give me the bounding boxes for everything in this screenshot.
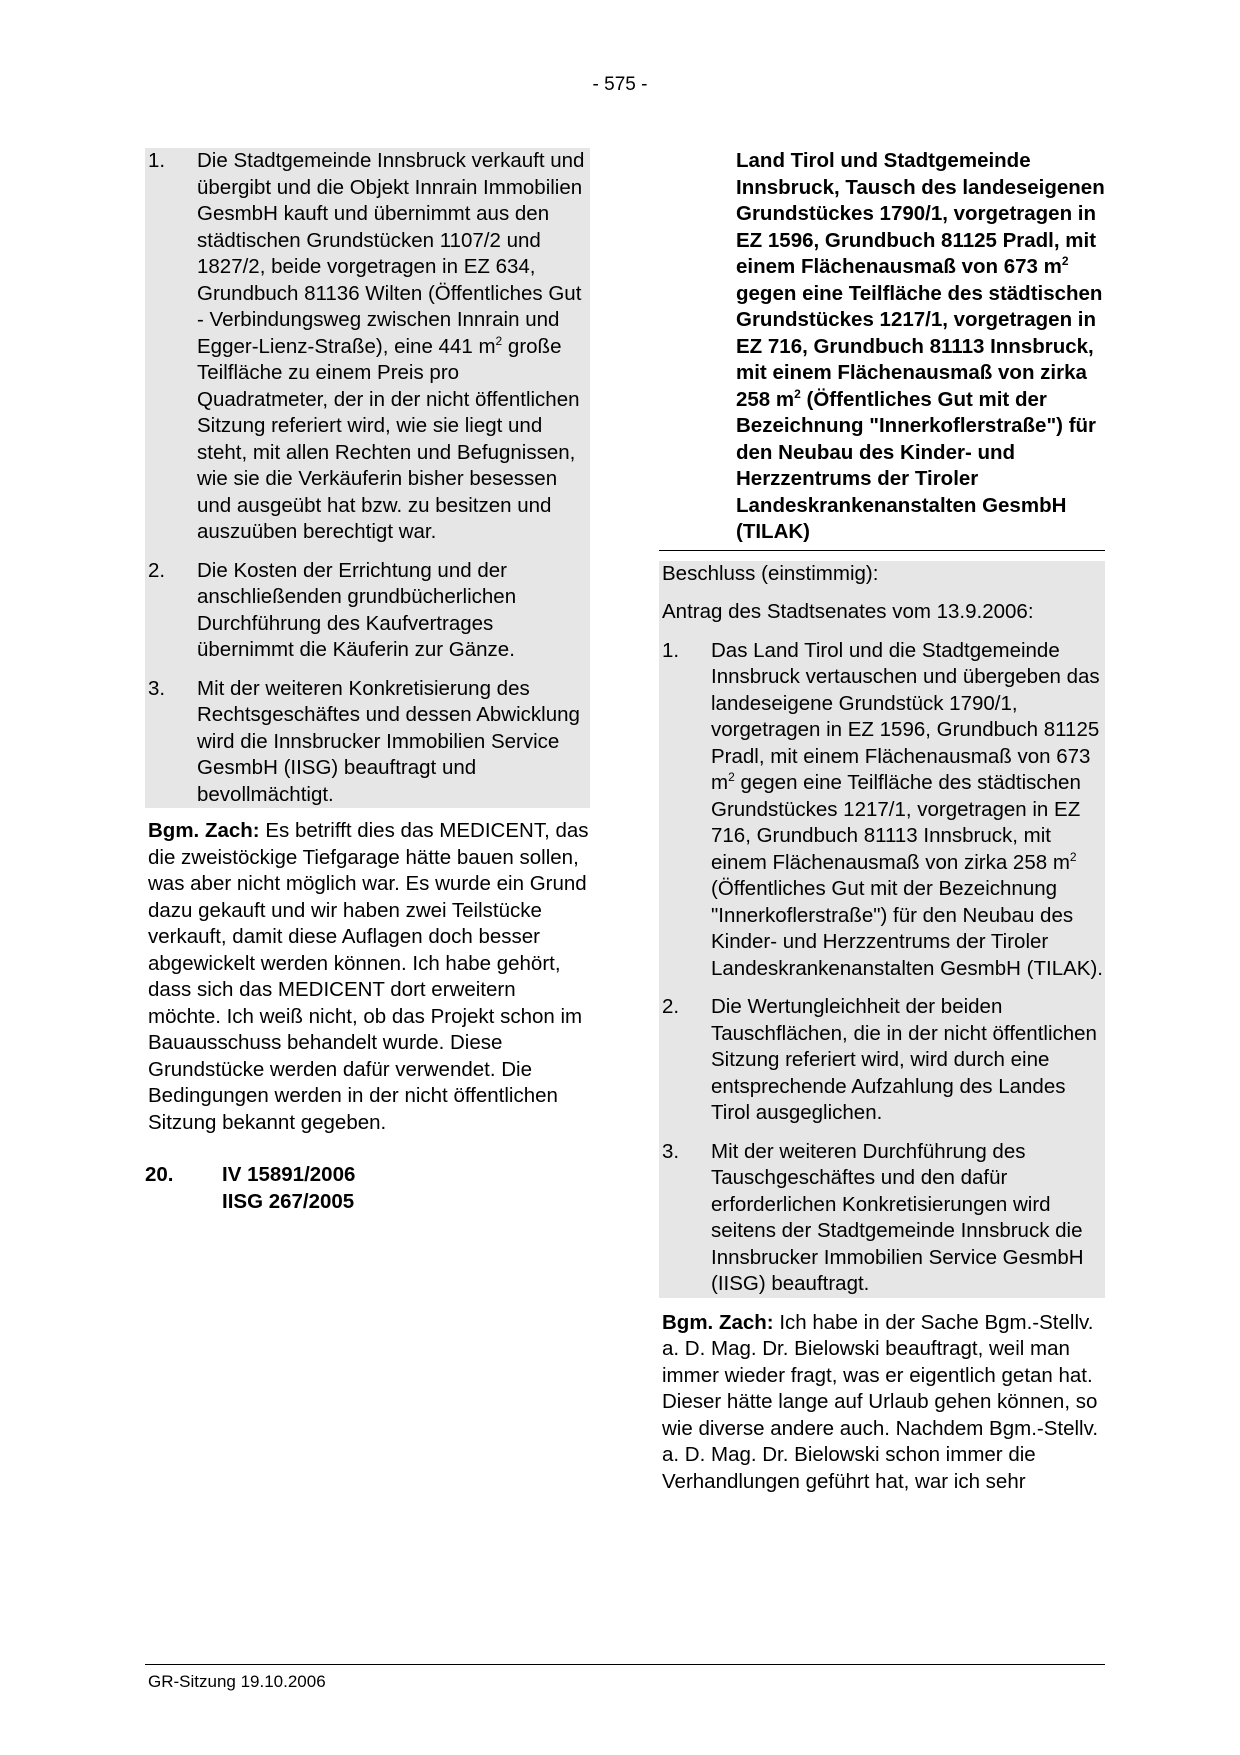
item-number: 1. <box>662 638 680 662</box>
speech-paragraph <box>145 818 590 1136</box>
footer-divider <box>145 1664 1105 1665</box>
left-column <box>145 148 590 1215</box>
list-item <box>662 638 1105 983</box>
right-column <box>659 148 1105 1495</box>
resolution-box-left <box>145 148 590 808</box>
item-text: Mit der weiteren Konkretisierung des Rechtsgeschäftes und dessen Abwicklung wird die Innsbrucker Immobilien Service GesmbH (IISG) beauftragt und bevollmächtigt. <box>197 676 580 806</box>
item-number: 1. <box>148 149 166 172</box>
list-item <box>148 676 590 809</box>
item-text: Die Wertungleichheit der beiden Tauschflächen, die in der nicht öffentlichen Sitzung referiert wird, wird durch eine entsprechende Aufzahlung des Landes Tirol ausgeglichen. <box>711 995 1097 1124</box>
speaker-name: Bgm. Zach: <box>662 1310 774 1334</box>
speech-text: Es betrifft dies das MEDICENT, das die zweistöckige Tiefgarage hätte bauen sollen, was aber nicht möglich war. Es wurde ein Grund dazu gekauft und wir haben zwei Teilstücke verkauft, damit diese Auflagen doch besser abgewickelt werden können. Ich habe gehört, dass sich das MEDICENT dort erweitern möchte. Ich weiß nicht, ob das Projekt schon im Bauausschuss behandelt wurde. Diese Grundstücke werden dafür verwendet. Die Bedingungen werden in der nicht öffentlichen Sitzung bekannt gegeben. <box>148 819 589 1134</box>
speech-text: Ich habe in der Sache Bgm.-Stellv. a. D. Mag. Dr. Bielowski beauftragt, weil man immer wieder fragt, was er eigentlich getan hat. Dieser hätte lange auf Urlaub gehen können, so wie diverse andere auch. Nachdem Bgm.-Stellv. a. D. Mag. Dr. Bielowski schon immer die Verhandlungen geführt hat, war ich sehr <box>662 1310 1099 1493</box>
item-number: 3. <box>148 676 166 700</box>
item-text: Das Land Tirol und die Stadtgemeinde Innsbruck vertauschen und übergeben das landeseigene Grundstück 1790/1, vorgetragen in EZ 1596, Grundbuch 81125 Pradl, mit einem Flächenausmaß von 673 $m^2$ gegen eine Teilfläche des städtischen Grundstückes 1217/1, vorgetragen in EZ 716, Grundbuch 81113 Innsbruck, mit einem Flächenausmaß von zirka 258 $m^2$ (Öffentliches Gut mit der Bezeichnung "Innerkoflerstraße") für den Neubau des Kinder- und Herzzentrums der Tiroler Landeskrankenanstalten GesmbH (TILAK). <box>711 638 1103 980</box>
resolution-box-right <box>659 561 1105 1298</box>
item-number: 2. <box>662 995 680 1018</box>
item-number: 3. <box>662 1139 680 1163</box>
list-item <box>148 558 590 664</box>
item-text: Die Kosten der Errichtung und der anschließenden grundbücherlichen Durchführung des Kaufvertrages übernimmt die Käuferin zur Gänze. <box>197 558 517 661</box>
item-text: Mit der weiteren Durchführung des Tauschgeschäftes und den dafür erforderlichen Konkretisierungen wird seitens der Stadtgemeinde Innsbruck die Innsbrucker Immobilien Service GesmbH (IISG) beauftragt. <box>711 1139 1084 1295</box>
page-number: - 575 - <box>592 74 648 95</box>
agenda-item-title: Land Tirol und Stadtgemeinde Innsbruck, Tausch des landeseigenen Grundstückes 1790/1, vorgetragen in EZ 1596, Grundbuch 81125 Pradl, mit einem Flächenausmaß von 673 $m^2$ gegen eine Teilfläche des städtischen Grundstückes 1217/1, vorgetragen in EZ 716, Grundbuch 81113 Innsbruck, mit einem Flächenausmaß von zirka 258 $m^2$ (Öffentliches Gut mit der Bezeichnung "Innerkoflerstraße") für den Neubau des Kinder- und Herzzentrums der Tiroler Landeskrankenanstalten GesmbH (TILAK) <box>736 149 1105 543</box>
list-item <box>662 994 1105 1127</box>
item-text: Die Stadtgemeinde Innsbruck verkauft und übergibt und die Objekt Innrain Immobilien GesmbH kauft und übernimmt aus den städtischen Grundstücken 1107/2 und 1827/2, beide vorgetragen in EZ 634, Grundbuch 81136 Wilten (Öffentliches Gut - Verbindungsweg zwischen Innrain und Egger-Lienz-Straße), eine 441 $m^2$ große Teilfläche zu einem Preis pro Quadratmeter, der in der nicht öffentlichen Sitzung referiert wird, wie sie liegt und steht, mit allen Rechten und Befugnissen, wie sie die Verkäuferin bisher besessen und ausgeübt hat bzw. zu besitzen und auszuüben berechtigt war. <box>197 149 585 543</box>
agenda-file-ref-2: IISG 267/2005 <box>222 1189 355 1213</box>
footer-text: GR-Sitzung 19.10.2006 <box>148 1672 326 1691</box>
list-item <box>662 1139 1105 1298</box>
agenda-item-heading <box>145 1162 590 1215</box>
agenda-item-number: 20. <box>145 1163 174 1186</box>
list-item <box>148 148 590 546</box>
speaker-name: Bgm. Zach: <box>148 819 260 842</box>
item-number: 2. <box>148 558 166 582</box>
motion-label: Antrag des Stadtsenates vom 13.9.2006: <box>662 600 1034 623</box>
decision-label: Beschluss (einstimmig): <box>662 561 879 585</box>
agenda-file-ref-1: IV 15891/2006 <box>222 1163 356 1186</box>
speech-paragraph <box>659 1310 1105 1496</box>
